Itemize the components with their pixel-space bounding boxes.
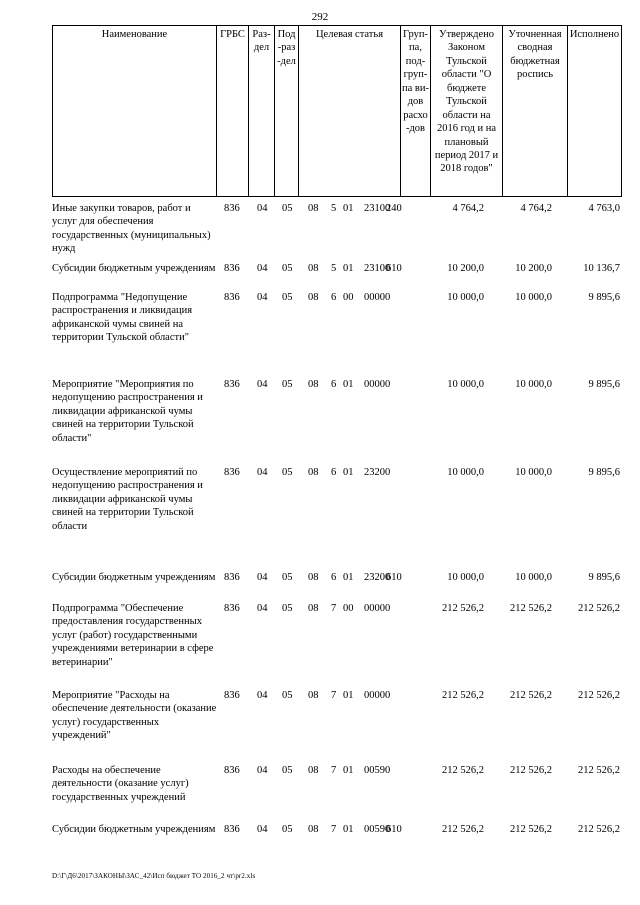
cell-name: Расходы на обеспечение деятельности (оказание услуг) государственных учреждений: [52, 765, 189, 803]
cell-approved: 212 526,2: [442, 690, 484, 701]
cell-razdel: 04: [257, 824, 268, 835]
cell-executed: 212 526,2: [578, 824, 620, 835]
cell-cs-program: 08: [308, 292, 319, 303]
cell-cs-direction: 23200: [364, 572, 391, 583]
cell-executed: 9 895,6: [588, 379, 620, 390]
header-executed: Исполнено: [568, 26, 622, 197]
cell-approved: 10 000,0: [447, 572, 484, 583]
cell-cs-subprogram: 7: [331, 690, 337, 701]
cell-podrazdel: 05: [282, 824, 293, 835]
cell-podrazdel: 05: [282, 263, 293, 274]
cell-expense-group: 610: [386, 263, 402, 274]
cell-executed: 212 526,2: [578, 690, 620, 701]
cell-refined: 10 000,0: [515, 572, 552, 583]
cell-executed: 9 895,6: [588, 292, 620, 303]
cell-cs-program: 08: [308, 572, 319, 583]
header-target-article: Целевая статья: [299, 26, 401, 197]
cell-cs-direction: 23200: [364, 467, 391, 478]
cell-podrazdel: 05: [282, 292, 293, 303]
cell-cs-activity: 01: [343, 824, 354, 835]
cell-cs-activity: 00: [343, 603, 354, 614]
cell-refined: 212 526,2: [510, 765, 552, 776]
cell-grbs: 836: [224, 379, 240, 390]
cell-podrazdel: 05: [282, 467, 293, 478]
header-refined: Уточненная сводная бюджетная роспись: [503, 26, 568, 197]
table-header: [52, 25, 622, 197]
cell-razdel: 04: [257, 379, 268, 390]
cell-cs-direction: 23100: [364, 263, 391, 274]
cell-refined: 212 526,2: [510, 824, 552, 835]
cell-refined: 10 200,0: [515, 263, 552, 274]
file-path-footer: D:\Г\Д6\2017\ЗАКОНЫ\ЗАС_42\Исп бюджет ТО 2016_2 чт\pr2.xls: [52, 872, 256, 880]
cell-cs-program: 08: [308, 203, 319, 214]
cell-refined: 212 526,2: [510, 603, 552, 614]
cell-razdel: 04: [257, 690, 268, 701]
cell-refined: 4 764,2: [520, 203, 552, 214]
cell-refined: 10 000,0: [515, 467, 552, 478]
cell-name: Субсидии бюджетным учреждениям: [52, 572, 216, 583]
header-grbs: ГРБС: [217, 26, 249, 197]
cell-name: Осуществление мероприятий по недопущению распространения и ликвидации африканской чумы свиней на территории Тульской области: [52, 467, 203, 532]
cell-expense-group: 240: [386, 203, 402, 214]
cell-executed: 9 895,6: [588, 467, 620, 478]
header-name: Наименование: [53, 26, 217, 197]
cell-grbs: 836: [224, 603, 240, 614]
cell-expense-group: 610: [386, 572, 402, 583]
cell-cs-subprogram: 7: [331, 824, 337, 835]
cell-name: Мероприятие "Расходы на обеспечение деятельности (оказание услуг) государственных учреждений": [52, 690, 217, 742]
header-podrazdel: Под-раз-дел: [275, 26, 299, 197]
cell-refined: 212 526,2: [510, 690, 552, 701]
cell-name: Подпрограмма "Обеспечение предоставления государственных услуг (работ) государственными учреждениями ветеринарии в сфере ветеринарии": [52, 603, 214, 668]
cell-executed: 212 526,2: [578, 765, 620, 776]
cell-executed: 10 136,7: [583, 263, 620, 274]
page-number: 292: [311, 11, 329, 23]
cell-approved: 10 200,0: [447, 263, 484, 274]
cell-podrazdel: 05: [282, 765, 293, 776]
cell-cs-activity: 01: [343, 690, 354, 701]
cell-cs-activity: 01: [343, 379, 354, 390]
cell-cs-direction: 00590: [364, 824, 391, 835]
cell-cs-subprogram: 6: [331, 379, 337, 390]
cell-cs-activity: 01: [343, 467, 354, 478]
cell-cs-activity: 01: [343, 203, 354, 214]
cell-approved: 212 526,2: [442, 603, 484, 614]
cell-grbs: 836: [224, 292, 240, 303]
cell-name: Субсидии бюджетным учреждениям: [52, 824, 216, 835]
cell-cs-program: 08: [308, 603, 319, 614]
cell-cs-activity: 01: [343, 572, 354, 583]
cell-grbs: 836: [224, 690, 240, 701]
cell-approved: 10 000,0: [447, 379, 484, 390]
cell-executed: 212 526,2: [578, 603, 620, 614]
cell-razdel: 04: [257, 467, 268, 478]
cell-cs-direction: 00000: [364, 690, 391, 701]
cell-podrazdel: 05: [282, 203, 293, 214]
cell-executed: 9 895,6: [588, 572, 620, 583]
cell-expense-group: 610: [386, 824, 402, 835]
cell-grbs: 836: [224, 824, 240, 835]
cell-razdel: 04: [257, 572, 268, 583]
cell-approved: 212 526,2: [442, 824, 484, 835]
cell-grbs: 836: [224, 572, 240, 583]
cell-cs-activity: 01: [343, 263, 354, 274]
cell-cs-activity: 00: [343, 292, 354, 303]
cell-razdel: 04: [257, 203, 268, 214]
cell-podrazdel: 05: [282, 690, 293, 701]
cell-name: Субсидии бюджетным учреждениям: [52, 263, 216, 274]
cell-cs-subprogram: 5: [331, 263, 337, 274]
cell-podrazdel: 05: [282, 603, 293, 614]
cell-grbs: 836: [224, 263, 240, 274]
cell-executed: 4 763,0: [588, 203, 620, 214]
cell-refined: 10 000,0: [515, 292, 552, 303]
cell-podrazdel: 05: [282, 572, 293, 583]
cell-razdel: 04: [257, 603, 268, 614]
cell-cs-program: 08: [308, 765, 319, 776]
cell-cs-direction: 00590: [364, 765, 391, 776]
cell-grbs: 836: [224, 467, 240, 478]
cell-approved: 10 000,0: [447, 292, 484, 303]
cell-name: Подпрограмма "Недопущение распространения и ликвидация африканской чумы свиней на территории Тульской области": [52, 292, 193, 344]
cell-approved: 212 526,2: [442, 765, 484, 776]
cell-cs-activity: 01: [343, 765, 354, 776]
cell-cs-subprogram: 7: [331, 765, 337, 776]
cell-name: Иные закупки товаров, работ и услуг для обеспечения государственных (муниципальных) нужд: [52, 203, 211, 255]
cell-cs-subprogram: 6: [331, 292, 337, 303]
cell-refined: 10 000,0: [515, 379, 552, 390]
cell-cs-program: 08: [308, 824, 319, 835]
header-expense-group: Груп-па, под-груп-па ви-дов расхо-дов: [401, 26, 431, 197]
header-approved: Утверждено Законом Тульской области "О бюджете Тульской области на 2016 год и на плановый период 2017 и 2018 годов": [431, 26, 503, 197]
cell-approved: 10 000,0: [447, 467, 484, 478]
cell-grbs: 836: [224, 765, 240, 776]
cell-cs-program: 08: [308, 690, 319, 701]
header-razdel: Раз-дел: [249, 26, 275, 197]
cell-name: Мероприятие "Мероприятия по недопущению распространения и ликвидации африканской чумы свиней на территории Тульской области": [52, 379, 203, 444]
cell-cs-direction: 00000: [364, 379, 391, 390]
cell-cs-program: 08: [308, 467, 319, 478]
cell-cs-subprogram: 6: [331, 572, 337, 583]
cell-approved: 4 764,2: [452, 203, 484, 214]
cell-podrazdel: 05: [282, 379, 293, 390]
cell-razdel: 04: [257, 292, 268, 303]
cell-razdel: 04: [257, 765, 268, 776]
cell-razdel: 04: [257, 263, 268, 274]
cell-cs-subprogram: 5: [331, 203, 337, 214]
cell-grbs: 836: [224, 203, 240, 214]
cell-cs-subprogram: 6: [331, 467, 337, 478]
cell-cs-subprogram: 7: [331, 603, 337, 614]
cell-cs-program: 08: [308, 263, 319, 274]
cell-cs-program: 08: [308, 379, 319, 390]
cell-cs-direction: 00000: [364, 603, 391, 614]
cell-cs-direction: 23100: [364, 203, 391, 214]
cell-cs-direction: 00000: [364, 292, 391, 303]
